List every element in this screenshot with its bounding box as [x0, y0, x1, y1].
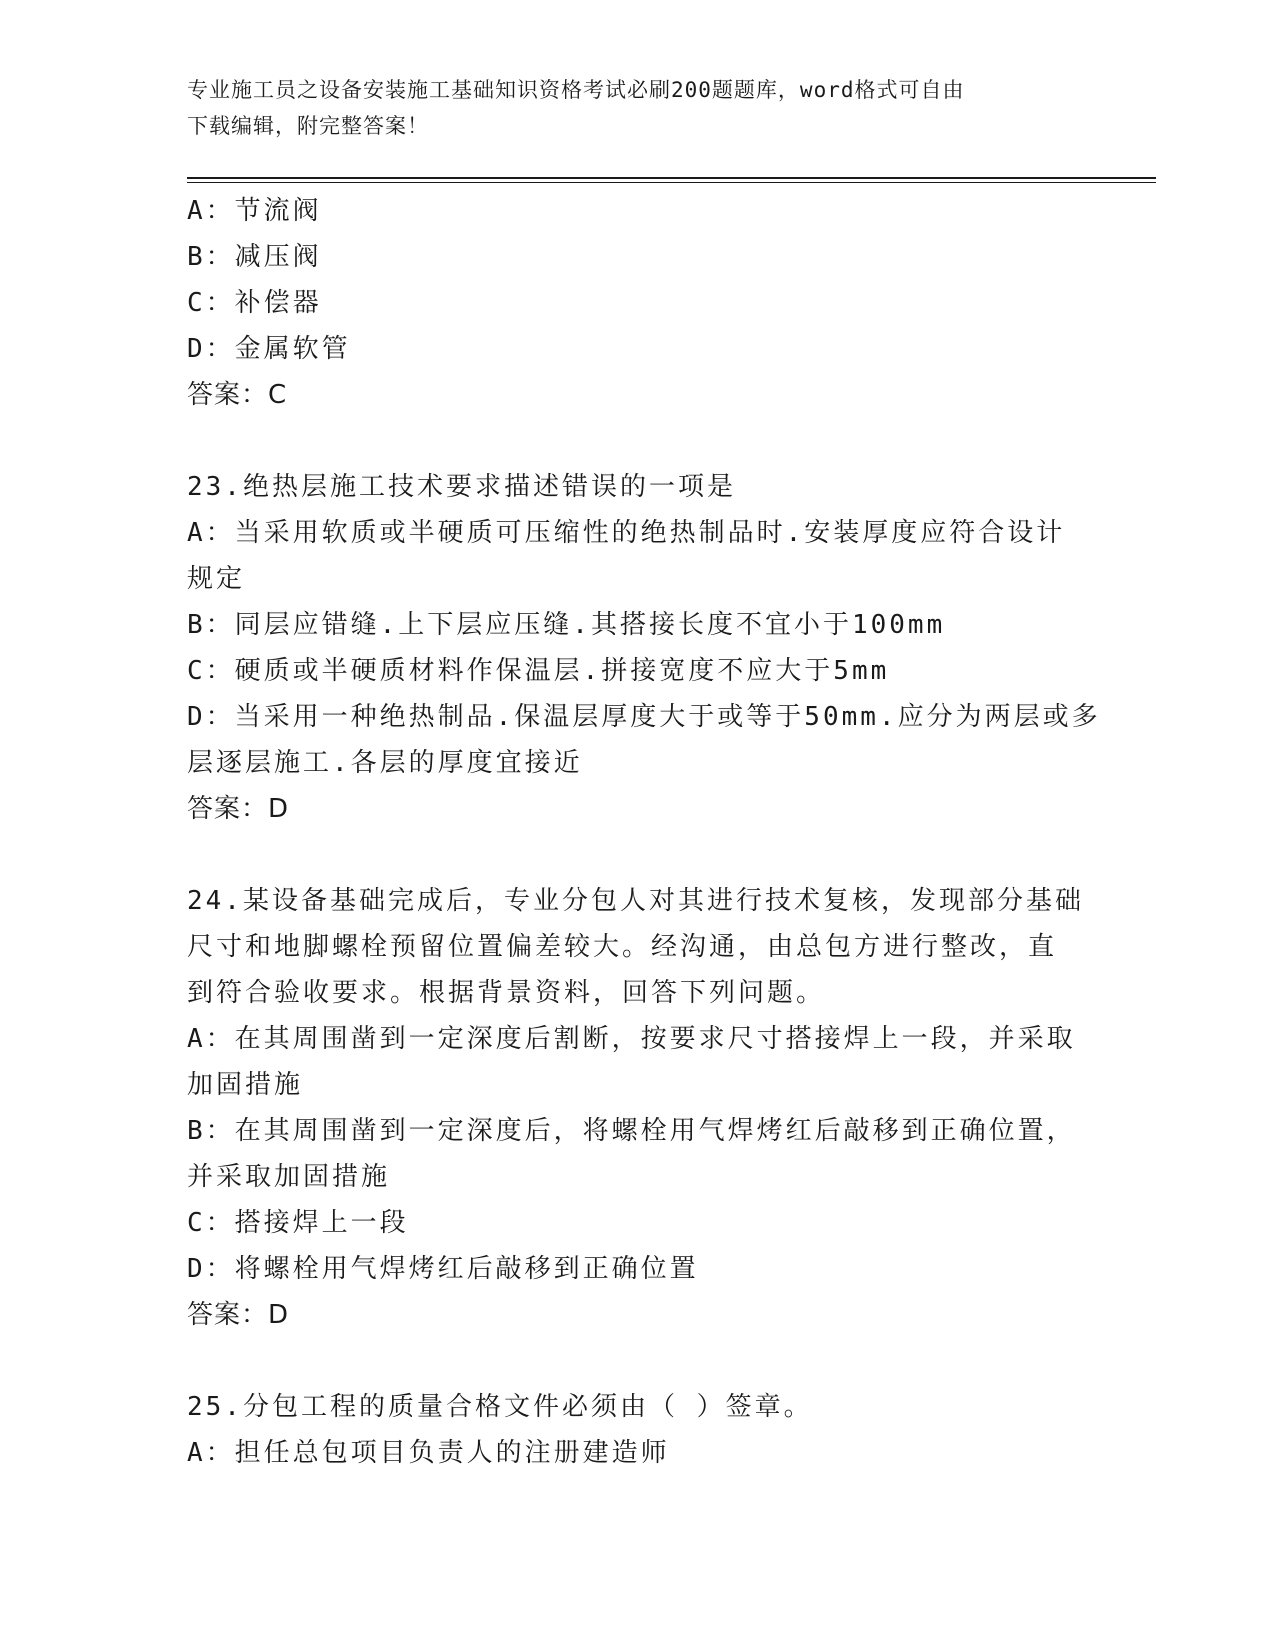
option-b: B：减压阀	[187, 242, 322, 272]
question-stem: 25.分包工程的质量合格文件必须由（ ）签章。	[187, 1392, 813, 1422]
option-b-continued: 并采取加固措施	[187, 1162, 391, 1192]
option-a-continued: 加固措施	[187, 1070, 304, 1100]
header-line-2: 下载编辑，附完整答案！	[187, 114, 429, 138]
option-a-continued: 规定	[187, 564, 246, 594]
option-d-continued: 层逐层施工.各层的厚度宜接近	[187, 748, 583, 778]
header-divider-thick	[187, 177, 1156, 179]
option-c: C：补偿器	[187, 288, 322, 318]
question-stem: 23.绝热层施工技术要求描述错误的一项是	[187, 472, 736, 502]
question-23-block	[187, 464, 1101, 832]
option-a: A：担任总包项目负责人的注册建造师	[187, 1438, 670, 1468]
question-stem-continued: 到符合验收要求。根据背景资料，回答下列问题。	[187, 978, 826, 1008]
option-b: B：同层应错缝.上下层应压缝.其搭接长度不宜小于100mm	[187, 610, 946, 640]
option-b: B：在其周围凿到一定深度后，将螺栓用气焊烤红后敲移到正确位置，	[187, 1116, 1076, 1146]
option-c: C：硬质或半硬质材料作保温层.拼接宽度不应大于5mm	[187, 656, 890, 686]
option-d: D：将螺栓用气焊烤红后敲移到正确位置	[187, 1254, 699, 1284]
option-d: D：当采用一种绝热制品.保温层厚度大于或等于50mm.应分为两层或多	[187, 702, 1101, 732]
header-divider-thin	[187, 182, 1156, 183]
option-c: C：搭接焊上一段	[187, 1208, 409, 1238]
option-a: A：节流阀	[187, 196, 322, 226]
spacer	[187, 418, 1087, 464]
spacer	[187, 1338, 1087, 1384]
option-d: D：金属软管	[187, 334, 351, 364]
question-stem: 24.某设备基础完成后，专业分包人对其进行技术复核，发现部分基础	[187, 886, 1084, 916]
option-a: A：当采用软质或半硬质可压缩性的绝热制品时.安装厚度应符合设计	[187, 518, 1066, 548]
answer-line: 答案：D	[187, 794, 290, 824]
question-24-block	[187, 878, 1087, 1338]
question-stem-continued: 尺寸和地脚螺栓预留位置偏差较大。经沟通，由总包方进行整改，直	[187, 932, 1058, 962]
header-line-1: 专业施工员之设备安装施工基础知识资格考试必刷200题题库，word格式可自由	[187, 78, 965, 102]
document-header	[187, 72, 1087, 144]
answer-line: 答案：D	[187, 1300, 290, 1330]
question-content	[187, 188, 1101, 1476]
spacer	[187, 832, 1087, 878]
answer-line: 答案：C	[187, 380, 288, 410]
previous-question-block	[187, 188, 1087, 418]
question-25-block	[187, 1384, 1087, 1476]
option-a: A：在其周围凿到一定深度后割断，按要求尺寸搭接焊上一段，并采取	[187, 1024, 1076, 1054]
